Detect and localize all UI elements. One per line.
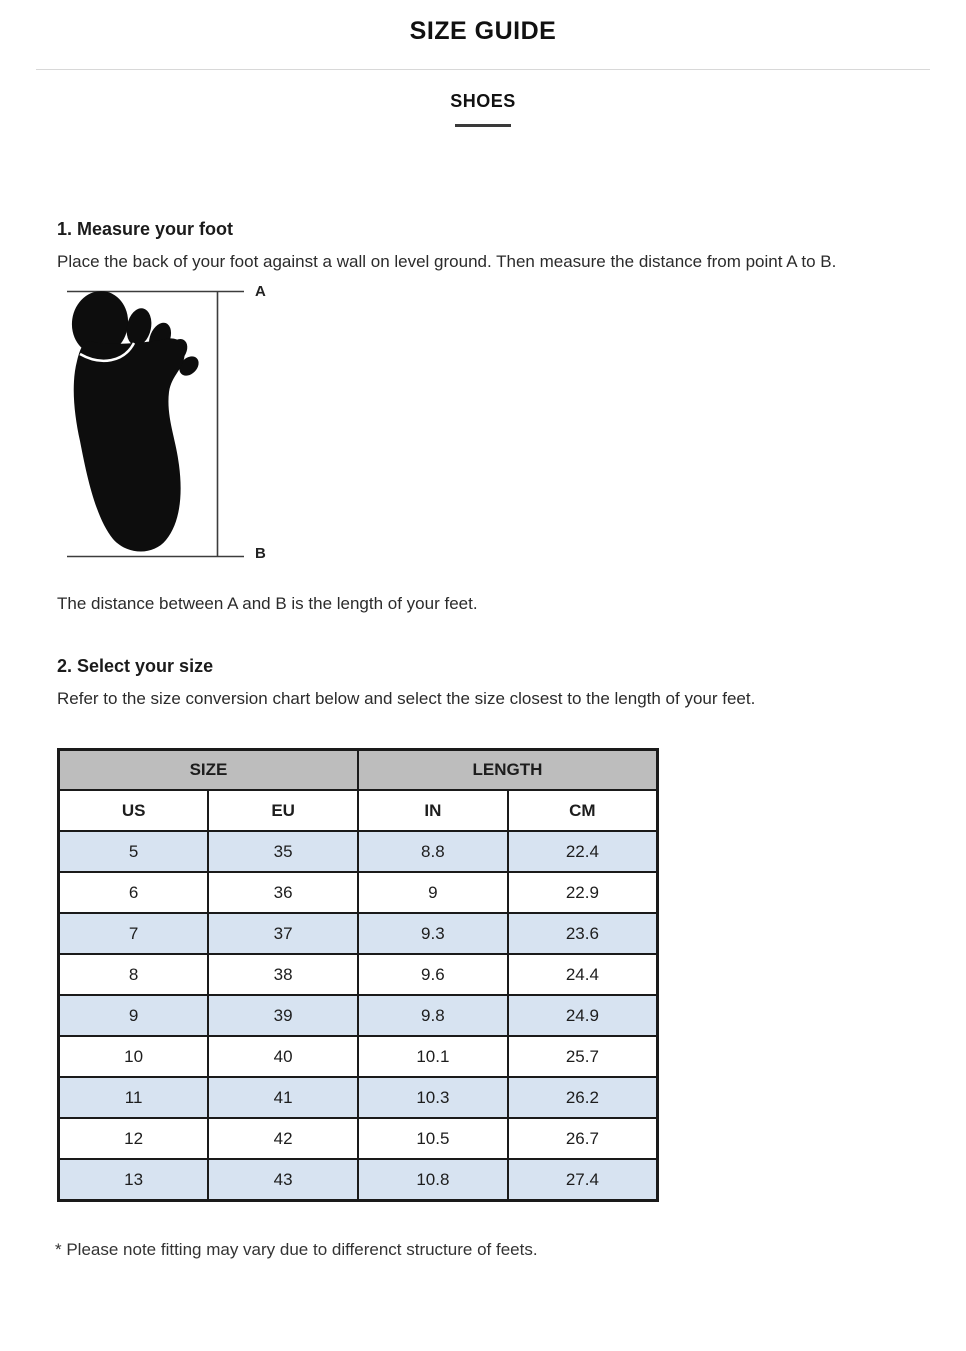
table-cell: 10.5: [358, 1118, 508, 1159]
foot-measure-diagram: [67, 283, 347, 563]
table-cell: 36: [208, 872, 358, 913]
page-title: SIZE GUIDE: [409, 17, 557, 45]
table-cell: 24.9: [508, 995, 658, 1036]
table-cell: 10.1: [358, 1036, 508, 1077]
length-group-header: LENGTH: [358, 749, 658, 790]
table-row: [59, 872, 658, 913]
column-header-row: [59, 790, 658, 831]
table-cell: 9: [358, 872, 508, 913]
table-cell: 41: [208, 1077, 358, 1118]
size-guide-header: [0, 17, 966, 127]
table-cell: 10: [59, 1036, 209, 1077]
measure-caption: The distance between A and B is the length of your feet.: [57, 594, 478, 614]
measure-foot-heading: 1. Measure your foot: [57, 219, 234, 239]
footprint-shape: [68, 289, 203, 552]
table-row: [59, 995, 658, 1036]
table-cell: 5: [59, 831, 209, 872]
table-cell: 22.9: [508, 872, 658, 913]
table-cell: 10.3: [358, 1077, 508, 1118]
table-cell: 12: [59, 1118, 209, 1159]
select-size-heading: 2. Select your size: [57, 655, 214, 676]
category-title: SHOES: [450, 91, 516, 111]
footnote: * Please note fitting may vary due to differenct structure of feets.: [55, 1239, 538, 1259]
table-cell: 39: [208, 995, 358, 1036]
group-header-row: [59, 749, 658, 790]
col-header-us: US: [59, 790, 209, 831]
point-b-label: B: [255, 545, 266, 563]
table-cell: 10.8: [358, 1159, 508, 1200]
table-cell: 35: [208, 831, 358, 872]
point-a-label: A: [255, 283, 266, 301]
table-cell: 38: [208, 954, 358, 995]
table-cell: 42: [208, 1118, 358, 1159]
table-cell: 43: [208, 1159, 358, 1200]
table-cell: 26.7: [508, 1118, 658, 1159]
table-cell: 25.7: [508, 1036, 658, 1077]
table-cell: 13: [59, 1159, 209, 1200]
table-row: [59, 913, 658, 954]
table-cell: 9.3: [358, 913, 508, 954]
size-guide-content: [0, 219, 966, 1260]
table-cell: 9.6: [358, 954, 508, 995]
table-cell: 8.8: [358, 831, 508, 872]
table-row: [59, 1077, 658, 1118]
table-cell: 27.4: [508, 1159, 658, 1200]
col-header-eu: EU: [208, 790, 358, 831]
table-row: [59, 954, 658, 995]
col-header-in: IN: [358, 790, 508, 831]
footprint-illustration: [67, 289, 347, 559]
select-size-instruction: Refer to the size conversion chart below and select the size closest to the length of your feet.: [57, 688, 756, 708]
table-cell: 26.2: [508, 1077, 658, 1118]
table-cell: 37: [208, 913, 358, 954]
table-cell: 23.6: [508, 913, 658, 954]
table-cell: 7: [59, 913, 209, 954]
category-underline: [455, 124, 511, 127]
table-cell: 9.8: [358, 995, 508, 1036]
header-divider: [36, 69, 930, 70]
table-cell: 11: [59, 1077, 209, 1118]
table-row: [59, 1159, 658, 1200]
table-row: [59, 1118, 658, 1159]
measure-foot-instruction: Place the back of your foot against a wall on level ground. Then measure the distance from point A to B.: [57, 252, 837, 271]
table-cell: 6: [59, 872, 209, 913]
table-row: [59, 831, 658, 872]
table-cell: 22.4: [508, 831, 658, 872]
size-conversion-table: [57, 748, 659, 1202]
size-group-header: SIZE: [59, 749, 359, 790]
table-cell: 9: [59, 995, 209, 1036]
table-cell: 40: [208, 1036, 358, 1077]
table-row: [59, 1036, 658, 1077]
table-cell: 24.4: [508, 954, 658, 995]
table-cell: 8: [59, 954, 209, 995]
col-header-cm: CM: [508, 790, 658, 831]
